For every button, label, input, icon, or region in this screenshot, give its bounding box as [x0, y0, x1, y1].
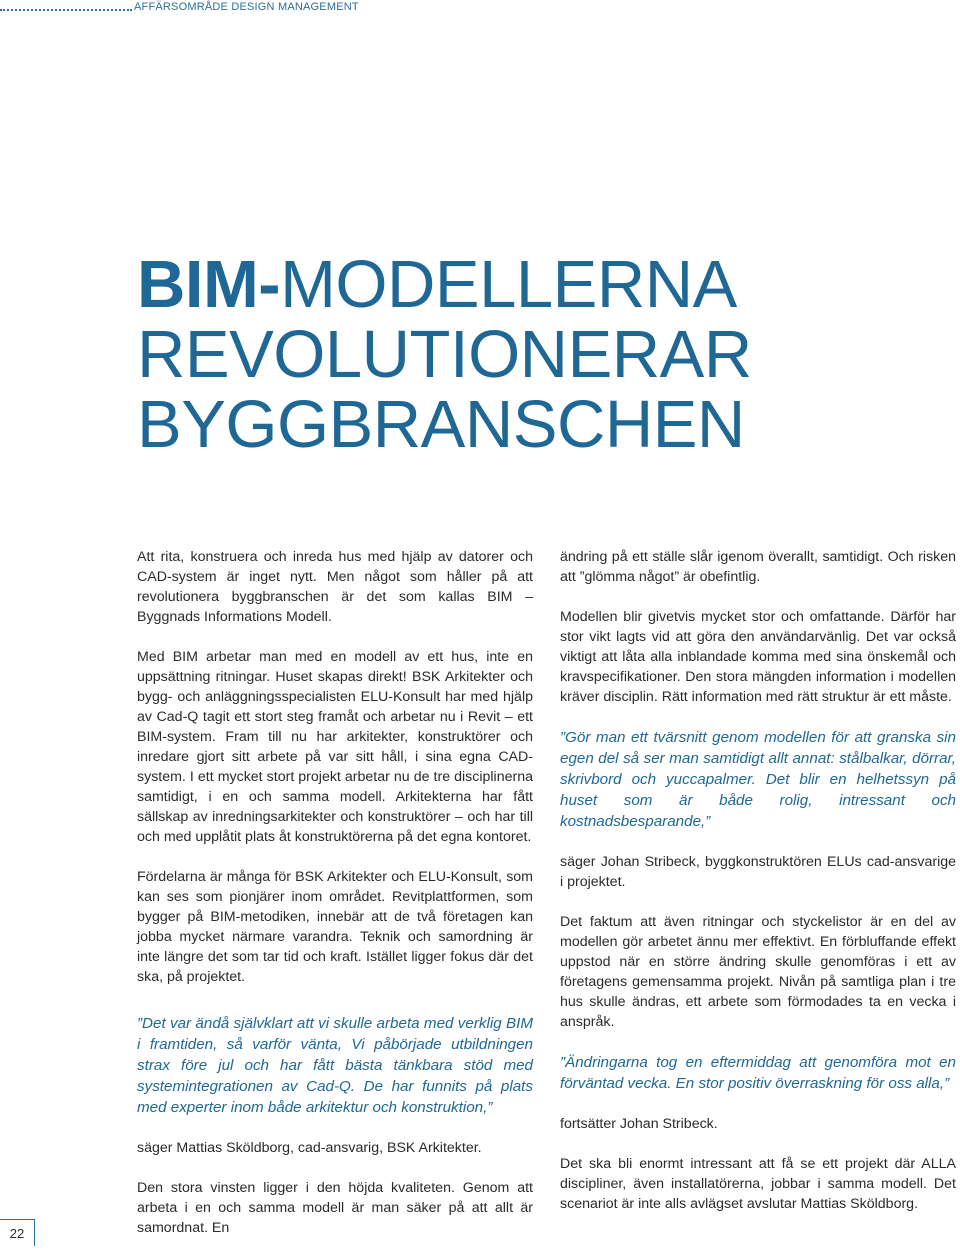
- title-line-1: [137, 247, 937, 322]
- left-paragraph-4: Den stora vinsten ligger i den höjda kvaliteten. Genom att arbeta i en och samma modell är man säker på att allt är samordnat. En: [137, 1180, 533, 1236]
- right-quote-2: ”Ändringarna tog en eftermiddag att genomföra mot en förväntad vecka. En stor positiv överraskning för oss alla,”: [560, 1054, 956, 1092]
- title-line-1-rest: MODELLERNA: [280, 247, 737, 322]
- section-label: AFFÄRSOMRÅDE DESIGN MANAGEMENT: [134, 1, 359, 13]
- left-paragraph-1: Att rita, konstruera och inreda hus med hjälp av datorer och CAD-system är inget nytt. Men något som håller på att revolutionera byggbranschen är det som kallas BIM – Byggnads Informations Modell.: [137, 549, 533, 625]
- left-quote-attribution: säger Mattias Sköldborg, cad-ansvarig, BSK Arkitekter.: [137, 1140, 482, 1156]
- right-quote-1: ”Gör man ett tvärsnitt genom modellen för att granska sin egen del så ser man samtidigt allt annat: stålbalkar, dörrar, skrivbord och yuccapalmer. Det blir en helhetssyn på huset som är både rolig, intressant och kostnadsbesparande,”: [560, 729, 956, 830]
- title-line-3: BYGGBRANSCHEN: [137, 387, 745, 462]
- section-header: [0, 0, 359, 14]
- left-column: [137, 547, 533, 1258]
- title-bold-part: BIM-: [137, 247, 281, 322]
- left-paragraph-2: Med BIM arbetar man med en modell av ett hus, inte en uppsättning ritningar. Huset skapas direkt! BSK Arkitekter och bygg- och anläggningsspecialisten ELU-Konsult har med hjälp av Cad-Q tagit ett stort steg framåt och arbetar nu i Revit – ett BIM-system. Fram till nu har arkitekter, konstruktörer och inredare gjort sitt arbete på var sitt håll, i sina egna CAD-system. I ett mycket stort projekt arbetar nu de tre disciplinerna samtidigt, i en och samma modell. Arkitekterna har fått sällskap av inredningsarkitekter och konstruktörer – och har till och med upplåtit plats åt konstruktörerna på det egna kontoret.: [137, 649, 533, 845]
- page-title: [137, 247, 937, 462]
- right-paragraph-2: Modellen blir givetvis mycket stor och omfattande. Därför har stor vikt lagts vid att göra den användarvänlig. Det var också viktigt att låta alla inblandade komma med sina önskemål och kravspecifikationer. Den stora mängden information i modellen kräver disciplin. Rätt information med rätt struktur är ett måste.: [560, 609, 956, 705]
- right-quote-1-attribution: säger Johan Stribeck, byggkonstruktören ELUs cad-ansvarige i projektet.: [560, 854, 956, 890]
- page-number: 22: [0, 1219, 35, 1246]
- right-paragraph-1: ändring på ett ställe slår igenom överallt, samtidigt. Och risken att ”glömma något” är obefintlig.: [560, 549, 956, 585]
- title-line-2: REVOLUTIONERAR: [137, 317, 752, 392]
- dotted-rule: [0, 9, 132, 11]
- left-quote: ”Det var ändå självklart att vi skulle arbeta med verklig BIM i framtiden, så varför vänta, Vi påbörjade utbildningen strax före jul och har fått bästa tänkbara stöd med systemintegrationen av Cad-Q. De har funnits på plats med experter inom både arkitektur och konstruktion,”: [137, 1015, 533, 1116]
- right-paragraph-4: Det ska bli enormt intressant att få se ett projekt där ALLA discipliner, även installatörerna, jobbar i samma modell. Det scenariot är inte alls avlägset avslutar Mattias Sköldborg.: [560, 1156, 956, 1212]
- right-quote-2-attribution: fortsätter Johan Stribeck.: [560, 1116, 718, 1132]
- left-paragraph-3: Fördelarna är många för BSK Arkitekter och ELU-Konsult, som kan ses som pionjärer inom området. Revitplattformen, som bygger på BIM-metodiken, innebär att de två företagen kan jobba mycket närmare varandra. Teknik och samordning är inte längre det som tar tid och kraft. Istället ligger fokus där det ska, på projektet.: [137, 869, 533, 985]
- right-paragraph-3: Det faktum att även ritningar och styckelistor är en del av modellen gör arbetet ännu mer effektivt. En förbluffande effekt uppstod när en större ändring skulle genomföras i ett av företagens gemensamma projekt. Nivån på samtliga plan i tre hus skulle ändras, ett arbete som förmodades ta en vecka i anspråk.: [560, 914, 956, 1030]
- right-column: [560, 547, 956, 1234]
